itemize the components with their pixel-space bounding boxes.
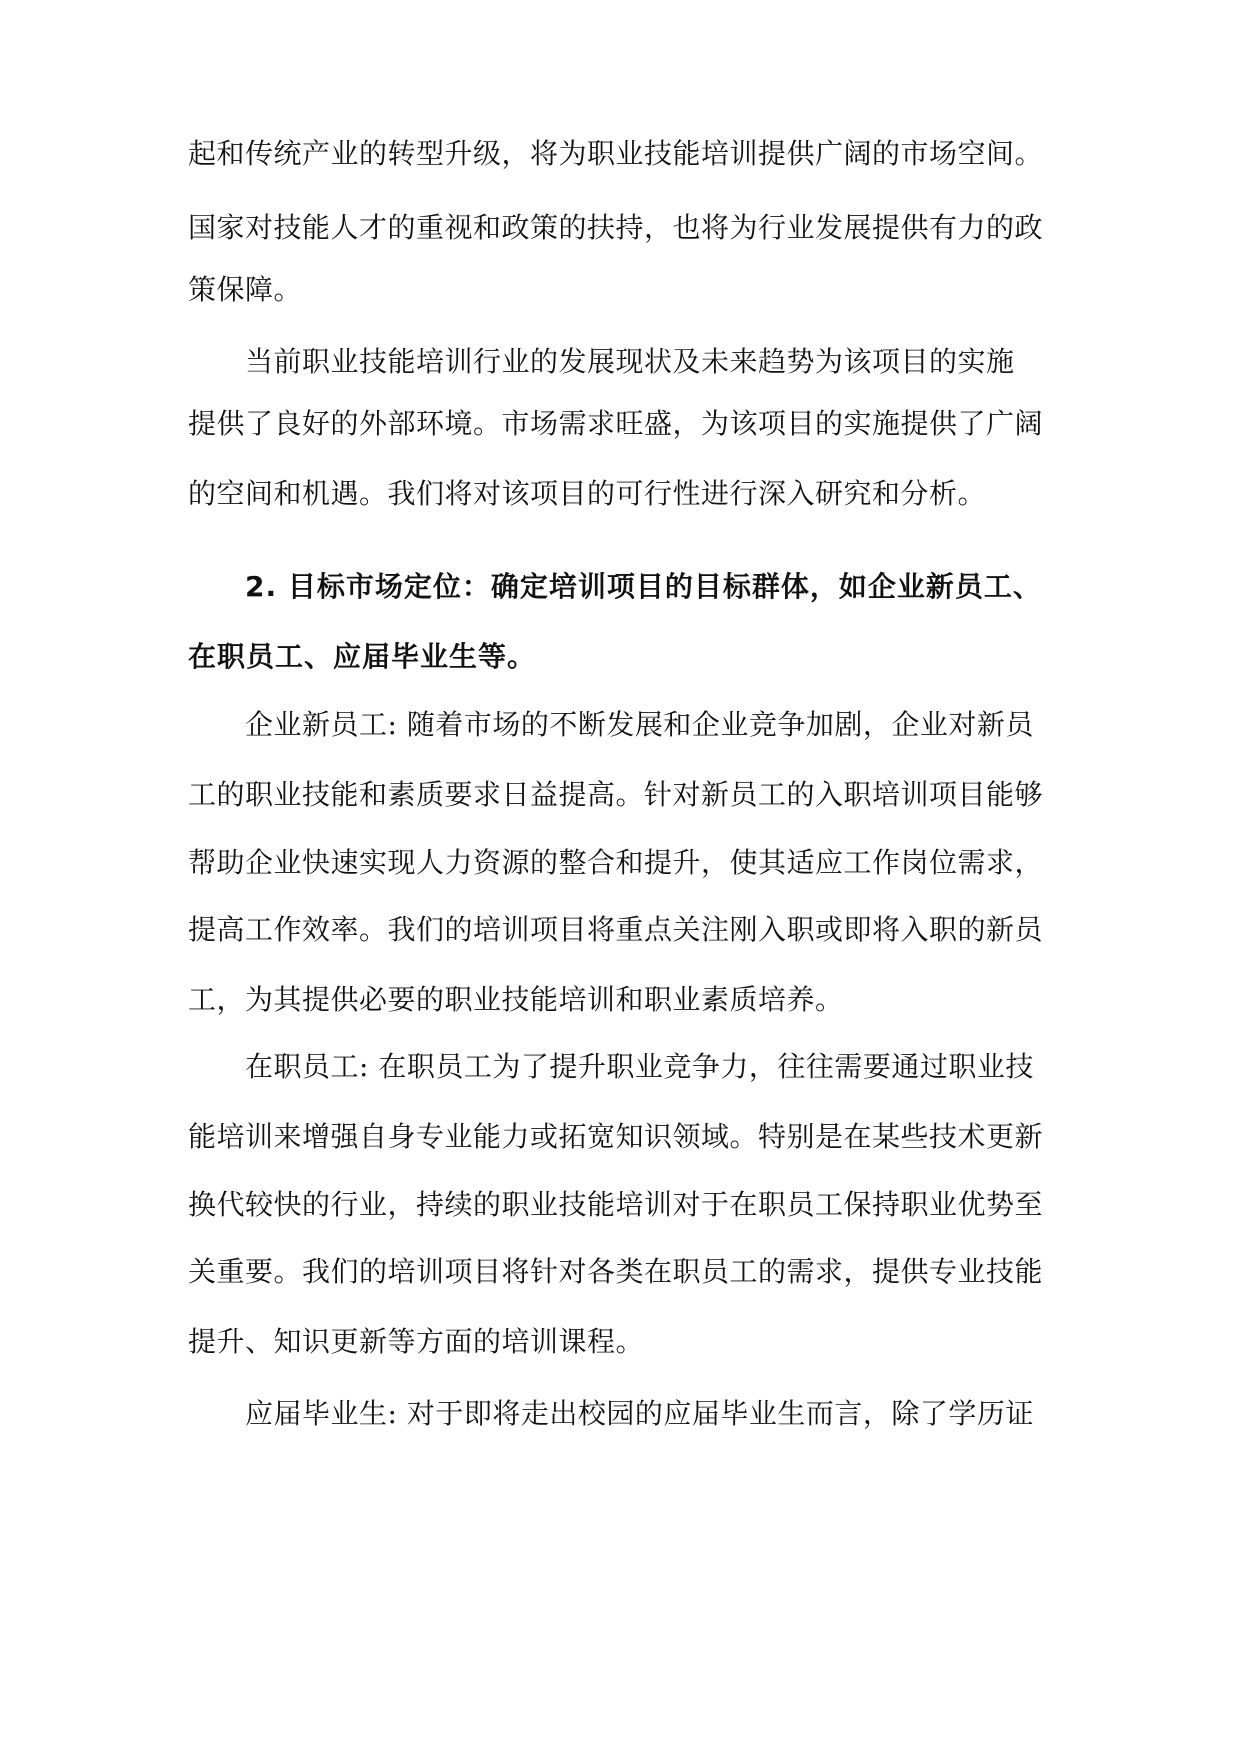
paragraph-line: 起和传统产业的转型升级，将为职业技能培训提供广阔的市场空间。 xyxy=(188,137,1044,170)
paragraph-line: 的空间和机遇。我们将对该项目的可行性进行深入研究和分析。 xyxy=(188,477,987,510)
paragraph-line: 关重要。我们的培训项目将针对各类在职员工的需求，提供专业技能 xyxy=(188,1255,1044,1288)
paragraph-line: 工的职业技能和素质要求日益提高。针对新员工的入职培训项目能够 xyxy=(188,778,1044,811)
paragraph-line: 提升、知识更新等方面的培训课程。 xyxy=(188,1325,645,1358)
paragraph-line: 企业新员工: 随着市场的不断发展和企业竞争加剧，企业对新员 xyxy=(245,708,1034,741)
paragraph-line: 能培训来增强自身专业能力或拓宽知识领域。特别是在某些技术更新 xyxy=(188,1120,1044,1153)
paragraph-line: 提高工作效率。我们的培训项目将重点关注刚入职或即将入职的新员 xyxy=(188,913,1044,946)
paragraph-line: 帮助企业快速实现人力资源的整合和提升，使其适应工作岗位需求， xyxy=(188,846,1044,879)
paragraph-line: 国家对技能人才的重视和政策的扶持，也将为行业发展提供有力的政 xyxy=(188,211,1044,244)
paragraph-line: 换代较快的行业，持续的职业技能培训对于在职员工保持职业优势至 xyxy=(188,1188,1044,1221)
section-heading-line: 2. 目标市场定位：确定培训项目的目标群体，如企业新员工、 xyxy=(245,570,1042,603)
paragraph-line: 在职员工: 在职员工为了提升职业竞争力，往往需要通过职业技 xyxy=(245,1050,1034,1083)
paragraph-line: 应届毕业生: 对于即将走出校园的应届毕业生而言，除了学历证 xyxy=(245,1397,1034,1430)
paragraph-line: 当前职业技能培训行业的发展现状及未来趋势为该项目的实施 xyxy=(245,345,1015,378)
paragraph-line: 策保障。 xyxy=(188,273,303,306)
section-heading-line: 在职员工、应届毕业生等。 xyxy=(188,640,537,673)
paragraph-line: 提供了良好的外部环境。市场需求旺盛，为该项目的实施提供了广阔 xyxy=(188,407,1044,440)
paragraph-line: 工，为其提供必要的职业技能培训和职业素质培养。 xyxy=(188,983,844,1016)
